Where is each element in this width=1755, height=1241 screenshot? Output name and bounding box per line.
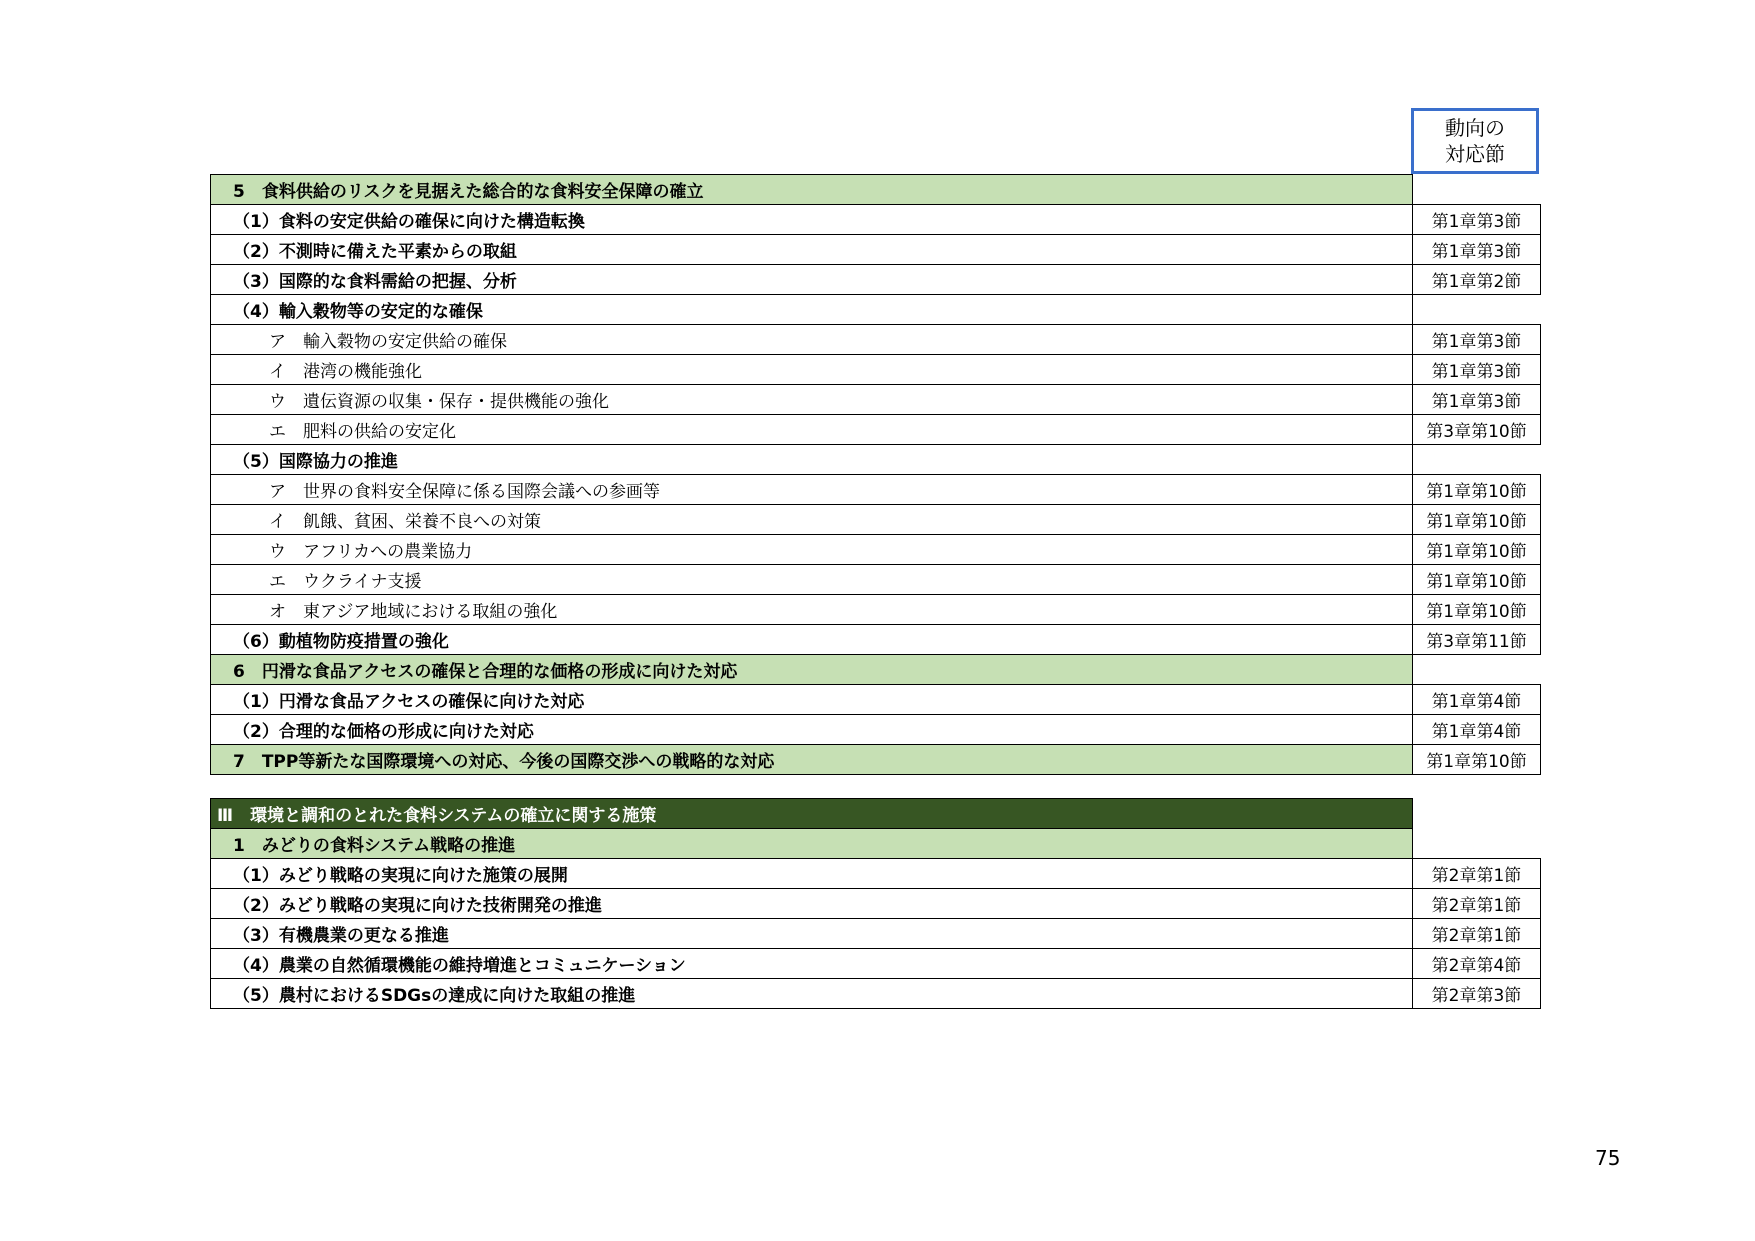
table-row — [211, 949, 1541, 979]
chapter-reference: 第1章第10節 — [1413, 475, 1541, 505]
section-heading: 7 TPP等新たな国際環境への対応、今後の国際交渉への戦略的な対応 — [211, 745, 1413, 775]
measure-item: イ 飢餓、貧困、栄養不良への対策 — [211, 505, 1413, 535]
table-row — [211, 295, 1541, 325]
chapter-reference: 第1章第3節 — [1413, 205, 1541, 235]
measures-table-section-3 — [210, 798, 1541, 1009]
table-row — [211, 235, 1541, 265]
measure-item: オ 東アジア地域における取組の強化 — [211, 595, 1413, 625]
chapter-reference: 第1章第10節 — [1413, 595, 1541, 625]
table-row — [211, 475, 1541, 505]
measure-item: ア 輸入穀物の安定供給の確保 — [211, 325, 1413, 355]
chapter-reference: 第1章第3節 — [1413, 235, 1541, 265]
table-row — [211, 415, 1541, 445]
table-row — [211, 685, 1541, 715]
chapter-reference: 第1章第4節 — [1413, 715, 1541, 745]
chapter-reference: 第3章第11節 — [1413, 625, 1541, 655]
chapter-reference: 第1章第10節 — [1413, 535, 1541, 565]
chapter-reference: 第3章第10節 — [1413, 415, 1541, 445]
page-number: 75 — [1595, 1146, 1621, 1170]
subsection-heading: （2）みどり戦略の実現に向けた技術開発の推進 — [211, 889, 1413, 919]
table-row — [211, 745, 1541, 775]
table-row — [211, 565, 1541, 595]
chapter-reference: 第2章第3節 — [1413, 979, 1541, 1009]
table-row — [211, 889, 1541, 919]
subsection-heading: （2）合理的な価格の形成に向けた対応 — [211, 715, 1413, 745]
chapter-reference — [1413, 655, 1541, 685]
header-line-2: 対応節 — [1445, 142, 1505, 166]
table-row — [211, 175, 1541, 205]
subsection-heading: （3）国際的な食料需給の把握、分析 — [211, 265, 1413, 295]
measure-item: ウ 遺伝資源の収集・保存・提供機能の強化 — [211, 385, 1413, 415]
measure-item: エ 肥料の供給の安定化 — [211, 415, 1413, 445]
chapter-reference: 第1章第3節 — [1413, 325, 1541, 355]
chapter-reference: 第2章第1節 — [1413, 919, 1541, 949]
table-row — [211, 979, 1541, 1009]
section-heading: 1 みどりの食料システム戦略の推進 — [211, 829, 1413, 859]
table-row — [211, 919, 1541, 949]
measures-table-section-2 — [210, 174, 1541, 775]
table-row — [211, 505, 1541, 535]
table-row — [211, 595, 1541, 625]
chapter-reference: 第1章第3節 — [1413, 385, 1541, 415]
subsection-heading: （6）動植物防疫措置の強化 — [211, 625, 1413, 655]
chapter-reference: 第1章第3節 — [1413, 355, 1541, 385]
chapter-reference — [1413, 445, 1541, 475]
section-heading: Ⅲ 環境と調和のとれた食料システムの確立に関する施策 — [211, 799, 1413, 829]
table-row — [211, 655, 1541, 685]
measure-item: イ 港湾の機能強化 — [211, 355, 1413, 385]
chapter-reference: 第1章第10節 — [1413, 745, 1541, 775]
subsection-heading: （5）農村におけるSDGsの達成に向けた取組の推進 — [211, 979, 1413, 1009]
chapter-reference: 第2章第1節 — [1413, 889, 1541, 919]
chapter-reference — [1413, 175, 1541, 205]
chapter-reference: 第1章第4節 — [1413, 685, 1541, 715]
subsection-heading: （1）円滑な食品アクセスの確保に向けた対応 — [211, 685, 1413, 715]
table-row — [211, 535, 1541, 565]
subsection-heading: （3）有機農業の更なる推進 — [211, 919, 1413, 949]
measure-item: エ ウクライナ支援 — [211, 565, 1413, 595]
table-row — [211, 445, 1541, 475]
subsection-heading: （2）不測時に備えた平素からの取組 — [211, 235, 1413, 265]
table-row — [211, 829, 1541, 859]
subsection-heading: （4）農業の自然循環機能の維持増進とコミュニケーション — [211, 949, 1413, 979]
subsection-heading: （4）輸入穀物等の安定的な確保 — [211, 295, 1413, 325]
reference-column-header — [1411, 108, 1539, 174]
table-row — [211, 715, 1541, 745]
chapter-reference — [1413, 829, 1541, 859]
table-row — [211, 325, 1541, 355]
table-row — [211, 799, 1541, 829]
table-row — [211, 265, 1541, 295]
table-row — [211, 385, 1541, 415]
chapter-reference: 第1章第10節 — [1413, 505, 1541, 535]
chapter-reference — [1413, 799, 1541, 829]
table-row — [211, 355, 1541, 385]
chapter-reference: 第2章第4節 — [1413, 949, 1541, 979]
subsection-heading: （5）国際協力の推進 — [211, 445, 1413, 475]
section-heading: 6 円滑な食品アクセスの確保と合理的な価格の形成に向けた対応 — [211, 655, 1413, 685]
table-row — [211, 205, 1541, 235]
subsection-heading: （1）みどり戦略の実現に向けた施策の展開 — [211, 859, 1413, 889]
chapter-reference — [1413, 295, 1541, 325]
section-heading: 5 食料供給のリスクを見据えた総合的な食料安全保障の確立 — [211, 175, 1413, 205]
subsection-heading: （1）食料の安定供給の確保に向けた構造転換 — [211, 205, 1413, 235]
chapter-reference: 第2章第1節 — [1413, 859, 1541, 889]
chapter-reference: 第1章第10節 — [1413, 565, 1541, 595]
measure-item: ア 世界の食料安全保障に係る国際会議への参画等 — [211, 475, 1413, 505]
chapter-reference: 第1章第2節 — [1413, 265, 1541, 295]
table-row — [211, 625, 1541, 655]
measure-item: ウ アフリカへの農業協力 — [211, 535, 1413, 565]
header-line-1: 動向の — [1445, 116, 1505, 140]
table-row — [211, 859, 1541, 889]
